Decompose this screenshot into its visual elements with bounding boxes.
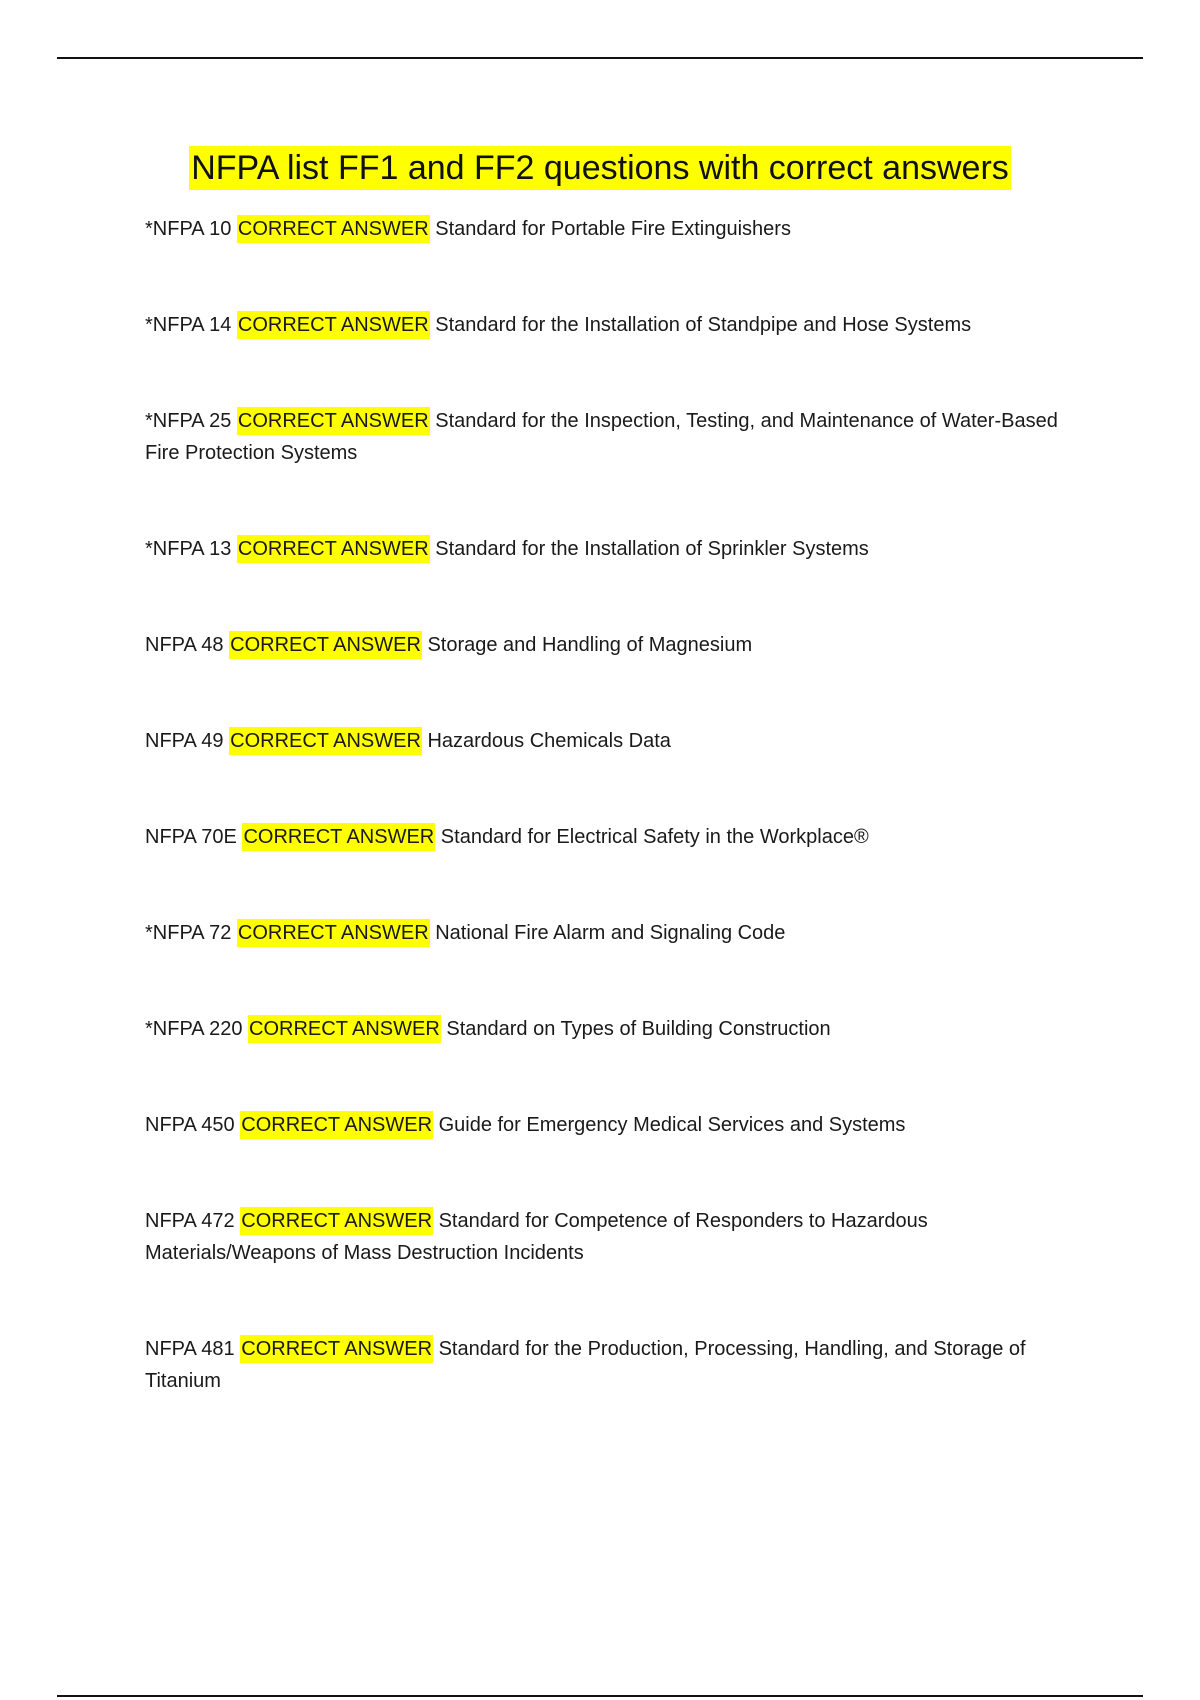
list-item — [145, 1333, 1095, 1397]
entry-code: *NFPA 25 — [145, 410, 232, 432]
entry-code: NFPA 450 — [145, 1114, 235, 1136]
list-item — [145, 533, 1095, 565]
correct-answer-label: CORRECT ANSWER — [240, 1207, 433, 1235]
list-item — [145, 405, 1095, 469]
entry-answer: Standard for Electrical Safety in the Workplace® — [440, 826, 869, 848]
entry-answer: National Fire Alarm and Signaling Code — [435, 922, 786, 944]
title-container — [0, 146, 1200, 190]
top-divider — [57, 57, 1143, 59]
entry-code: *NFPA 14 — [145, 314, 232, 336]
entry-code: NFPA 481 — [145, 1338, 235, 1360]
correct-answer-label: CORRECT ANSWER — [242, 823, 435, 851]
list-item — [145, 1205, 1095, 1269]
page-title: NFPA list FF1 and FF2 questions with correct answers — [189, 146, 1011, 190]
entry-answer: Standard for the Installation of Standpipe and Hose Systems — [435, 314, 972, 336]
entry-answer: Standard for the Installation of Sprinkler Systems — [435, 538, 869, 560]
entry-answer: Standard for the Inspection, Testing, and Maintenance of Water-Based Fire Protection Systems — [145, 410, 1058, 464]
entry-code: NFPA 472 — [145, 1210, 235, 1232]
entry-answer: Hazardous Chemicals Data — [427, 730, 671, 752]
entry-answer: Standard for Competence of Responders to Hazardous Materials/Weapons of Mass Destruction Incidents — [145, 1210, 928, 1264]
correct-answer-label: CORRECT ANSWER — [237, 311, 430, 339]
correct-answer-label: CORRECT ANSWER — [240, 1111, 433, 1139]
entry-code: NFPA 49 — [145, 730, 224, 752]
entry-answer: Guide for Emergency Medical Services and Systems — [438, 1114, 906, 1136]
entry-list — [145, 213, 1095, 1461]
correct-answer-label: CORRECT ANSWER — [237, 407, 430, 435]
entry-answer: Standard for Portable Fire Extinguishers — [435, 218, 791, 240]
list-item — [145, 629, 1095, 661]
entry-code: NFPA 70E — [145, 826, 237, 848]
entry-code: *NFPA 13 — [145, 538, 232, 560]
list-item — [145, 1109, 1095, 1141]
entry-code: *NFPA 10 — [145, 218, 232, 240]
list-item — [145, 309, 1095, 341]
entry-code: *NFPA 72 — [145, 922, 232, 944]
correct-answer-label: CORRECT ANSWER — [237, 535, 430, 563]
correct-answer-label: CORRECT ANSWER — [229, 631, 422, 659]
bottom-divider — [57, 1695, 1143, 1697]
list-item — [145, 1013, 1095, 1045]
correct-answer-label: CORRECT ANSWER — [248, 1015, 441, 1043]
entry-code: NFPA 48 — [145, 634, 224, 656]
correct-answer-label: CORRECT ANSWER — [229, 727, 422, 755]
list-item — [145, 821, 1095, 853]
entry-answer: Standard on Types of Building Construction — [446, 1018, 831, 1040]
correct-answer-label: CORRECT ANSWER — [240, 1335, 433, 1363]
list-item — [145, 917, 1095, 949]
correct-answer-label: CORRECT ANSWER — [237, 215, 430, 243]
list-item — [145, 725, 1095, 757]
entry-answer: Standard for the Production, Processing, Handling, and Storage of Titanium — [145, 1338, 1026, 1392]
correct-answer-label: CORRECT ANSWER — [237, 919, 430, 947]
entry-code: *NFPA 220 — [145, 1018, 243, 1040]
entry-answer: Storage and Handling of Magnesium — [427, 634, 753, 656]
list-item — [145, 213, 1095, 245]
